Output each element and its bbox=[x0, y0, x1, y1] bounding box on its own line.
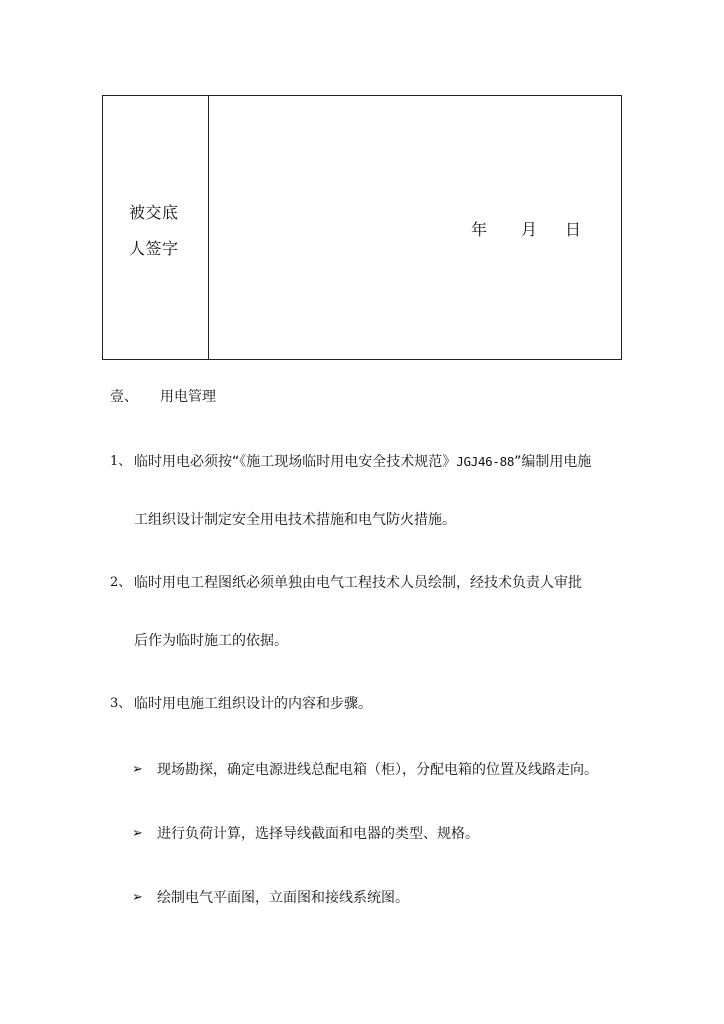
date-year-label: 年 bbox=[471, 220, 488, 239]
item-1-line1-post: ”编制用电施 bbox=[514, 454, 592, 470]
item-1-line1-pre: 临时用电必须按“《施工现场临时用电安全技术规范》 bbox=[134, 454, 457, 470]
item-1-standard-code: JGJ46-88 bbox=[456, 454, 515, 469]
item-3-number: 3、 bbox=[110, 696, 132, 711]
item-2-line1: 临时用电工程图纸必须单独由电气工程技术人员绘制，经技术负责人审批 bbox=[134, 575, 582, 591]
date-day-label: 日 bbox=[565, 220, 582, 239]
item-2-number: 2、 bbox=[110, 575, 132, 590]
bullet-item-2: 进行负荷计算，选择导线截面和电器的类型、规格。 bbox=[157, 826, 479, 842]
bullet-arrow-icon: ➢ bbox=[132, 826, 143, 841]
item-3-line1: 临时用电施工组织设计的内容和步骤。 bbox=[134, 696, 372, 712]
bullet-item-3: 绘制电气平面图，立面图和接线系统图。 bbox=[157, 890, 409, 906]
item-1-line2: 工组织设计制定安全用电技术措施和电气防火措施。 bbox=[134, 512, 456, 528]
bullet-arrow-icon: ➢ bbox=[132, 762, 143, 777]
section-title: 用电管理 bbox=[160, 389, 216, 405]
signature-label-cell bbox=[103, 96, 208, 359]
item-2-line2: 后作为临时施工的依据。 bbox=[134, 633, 288, 649]
signature-table bbox=[102, 95, 622, 360]
signature-label-line2: 人签字 bbox=[129, 239, 179, 258]
bullet-item-1: 现场勘探，确定电源进线总配电箱（柜），分配电箱的位置及线路走向。 bbox=[157, 762, 598, 778]
section-number: 壹、 bbox=[110, 389, 138, 405]
signature-label-line1: 被交底 bbox=[129, 203, 179, 222]
item-1-number: 1、 bbox=[110, 454, 132, 469]
bullet-arrow-icon: ➢ bbox=[132, 890, 143, 905]
date-month-label: 月 bbox=[521, 220, 538, 239]
table-divider bbox=[208, 96, 209, 359]
item-1-line1 bbox=[134, 452, 591, 472]
